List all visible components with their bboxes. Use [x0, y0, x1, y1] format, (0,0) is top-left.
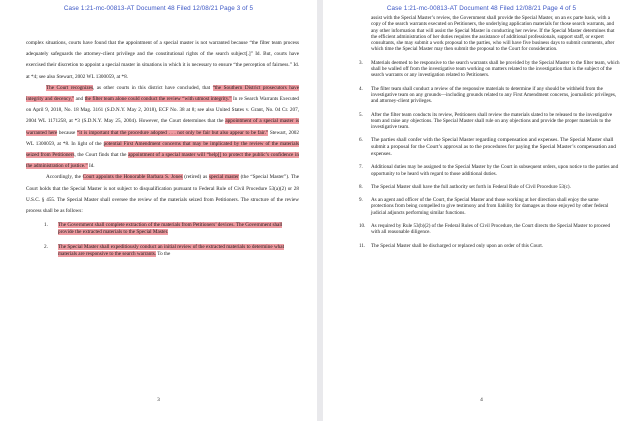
- list-item-text: The filter team shall conduct a review of the responsive materials to determine if any should be withheld from the investigative team on any grounds—including grounds related to any First Amendment concerns, journalistic privileges, and attorney-client privileges.: [371, 85, 617, 105]
- page-header: Case 1:21-mc-00813-AT Document 48 Filed 12/08/21 Page 3 of 5: [63, 5, 254, 12]
- highlighted-text: “the Southern District prosecutors have integrity and decency,”: [26, 84, 300, 103]
- text-segment: , as other courts in this district have concluded, that: [92, 84, 213, 91]
- page-body: [26, 38, 299, 267]
- text-segment: Id.: [255, 51, 261, 58]
- list-item-text: The Special Master shall be discharged or replaced only upon an order of this Court.: [371, 242, 544, 249]
- list-item-number: 10.: [359, 223, 366, 230]
- list-item: [353, 86, 620, 105]
- text-segment: Id.: [293, 62, 299, 69]
- list-item-text: As an agent and officer of the Court, the Special Master and those working at her direction shall enjoy the same protections from being compelled to give testimony and from liability for damages as those enjoyed by other federal judicial adjuncts performing similar functions.: [371, 197, 609, 216]
- list-item-number: 2.: [44, 244, 48, 251]
- list-item-number: 6.: [359, 137, 363, 144]
- paragraph: [26, 83, 299, 173]
- list-item-number: 7.: [359, 164, 363, 171]
- highlighted-text: The Special Master shall expeditiously: [58, 244, 140, 251]
- text-segment: But, courts have exercised their discretion to appoint a special master in situations in which it is necessary to ensure “the perception of fairness.”: [26, 51, 299, 69]
- text-segment: and: [74, 96, 85, 103]
- continuation-text: assist with the Special Master’s review, the Government shall provide the Special Master, on an ex parte basis, with a copy of the search warrants executed on Petitioners, the underlying application materials for those search warrants, and any other information that will assist the Special Master in conducting her review. If the Special Master determines that the efficient administration of her duties requires the assistance of additional professionals, support staff, or expert consultants, she may submit a work proposal to the parties, who will have five business days to submit comments, after which time the Special Master may then submit the proposal to the Court for consideration.: [371, 15, 615, 53]
- text-segment: , the Court finds that the: [74, 152, 129, 159]
- list-item-text: [58, 244, 299, 257]
- page-body: [353, 15, 620, 256]
- highlighted-text: The Court recognizes: [46, 84, 93, 91]
- highlighted-text: special master: [208, 174, 239, 181]
- paragraph-list: [26, 38, 299, 217]
- list-item: [353, 60, 620, 79]
- list-item-text: Materials deemed to be responsive to the search warrants shall be provided by the Special Master to the filter team, which shall be walled off from the investigative team working on matters related to the investigation that is the subject of the search warrants or any investigation related to Petitioners.: [371, 59, 620, 79]
- list-item: [44, 244, 299, 257]
- list-item: [353, 223, 620, 236]
- list-item-number: 5.: [359, 111, 363, 118]
- text-segment: Id.: [87, 163, 95, 170]
- text-segment: because: [57, 129, 77, 136]
- list-item: [353, 197, 620, 216]
- list-item-text: Additional duties may be assigned to the Special Master by the Court in subsequent orders, upon notice to the parties and opportunity to be heard with regard to those additional duties.: [371, 164, 619, 177]
- paragraph: [26, 172, 299, 217]
- highlighted-text: Court appoints the Honorable Barbara S. Jones: [82, 174, 183, 181]
- list-item: [353, 137, 620, 157]
- highlighted-text: the filter team alone could conduct the review “with utmost integrity.”: [84, 96, 232, 103]
- numbered-list: [26, 222, 299, 257]
- text-segment: Accordingly, the: [46, 174, 83, 181]
- paragraph: [26, 38, 299, 83]
- highlighted-text: potential First Amendment concerns that may be implicated by the review of the materials seized from Petitioners: [26, 140, 299, 159]
- text-segment: at *4;: [26, 73, 39, 80]
- list-item-continuation: [353, 15, 620, 53]
- document-page-3: [0, 0, 317, 421]
- list-item-number: 3.: [359, 59, 363, 66]
- document-page-4: [323, 0, 640, 421]
- list-item-number: 8.: [359, 183, 363, 190]
- page-header: Case 1:21-mc-00813-AT Document 48 Filed 12/08/21 Page 4 of 5: [386, 5, 577, 12]
- text-segment: In re Search Warrants Executed on April 9, 2018, No. 18 Mag. 3161 (S.D.N.Y. May 2, 2018), ECF No. 38 at 8; see also United States v. Grant, No. 04 Cr. 207, 2004 WL 1171258, at *3 (S.D.N.Y. May 25, 2004). However, the Court determines that the: [26, 96, 300, 125]
- list-item-number: 1.: [44, 222, 48, 229]
- list-item: [353, 243, 620, 249]
- list-item-number: 11.: [359, 242, 366, 249]
- text-segment: (the “Special Master”). The Court holds that the Special Master is not subject to disqualification pursuant to Federal Rule of Civil Procedure 53(a)(2) or 28 U.S.C. § 455. The Special Master shall oversee the review of the materials seized from Petitioners. The structure of the review process shall be as follows:: [26, 174, 300, 215]
- list-item-text: The Special Master shall have the full authority set forth in Federal Rule of Civil Procedure 53(c).: [371, 183, 571, 190]
- text-segment: To the: [156, 251, 171, 258]
- numbered-list: [353, 60, 620, 249]
- list-item: [353, 164, 620, 177]
- highlighted-text: appointment of a special master will “help[] to protect the public’s confidence in the administration of justice.”: [26, 152, 299, 170]
- page-number: 3: [157, 397, 160, 403]
- list-item: [44, 222, 299, 235]
- list-item-number: 9.: [359, 197, 363, 204]
- highlighted-text: appointment of a special master is warranted here: [26, 118, 299, 136]
- list-item-number: 4.: [359, 85, 363, 92]
- list-item-text: The parties shall confer with the Special Master regarding compensation and expenses. The Special Master shall submit a proposal for the Court’s approval as to the procedures for paying the Special Master’s compensation and expenses.: [371, 137, 616, 157]
- list-item: [353, 184, 620, 190]
- list-item: [353, 112, 620, 131]
- list-item-text: After the filter team conducts its review, Petitioners shall review the materials slated to be released to the investigative team and raise any objections. The Special Master shall rule on any objections and provide the proper materials to the investigative team.: [371, 111, 613, 131]
- text-segment: , 2002 WL 1300059, at *8.: [72, 73, 129, 80]
- highlighted-text: The Government shall complete extraction of the materials from Petitioners’ devices. The Government shall provide the extracted materials to the Special Master.: [58, 222, 283, 235]
- highlighted-text: “it is important that the procedure adopted . . . not only be fair but also appear to be fair.”: [76, 129, 269, 136]
- page-number: 4: [480, 397, 483, 403]
- text-segment: (retired) as: [182, 174, 209, 181]
- list-item-text: [58, 222, 299, 235]
- list-item-text: As required by Rule 53(b)(2) of the Federal Rules of Civil Procedure, the Court directs the Special Master to proceed with all reasonable diligence.: [371, 223, 611, 236]
- text-segment: Stewart, 2002 WL 1300059, at *8. In light of the: [26, 129, 299, 147]
- highlighted-text: conduct an initial review of the extracted materials to determine what materials are responsive to the search warrants.: [58, 244, 285, 258]
- text-segment: see also Stewart: [38, 73, 73, 80]
- text-segment: complex situations, courts have found that the appointment of a special master is not warranted because “the filter team process adequately safeguards the attorney-client privilege and the constitutional rights of the search subject[.]”: [26, 40, 299, 58]
